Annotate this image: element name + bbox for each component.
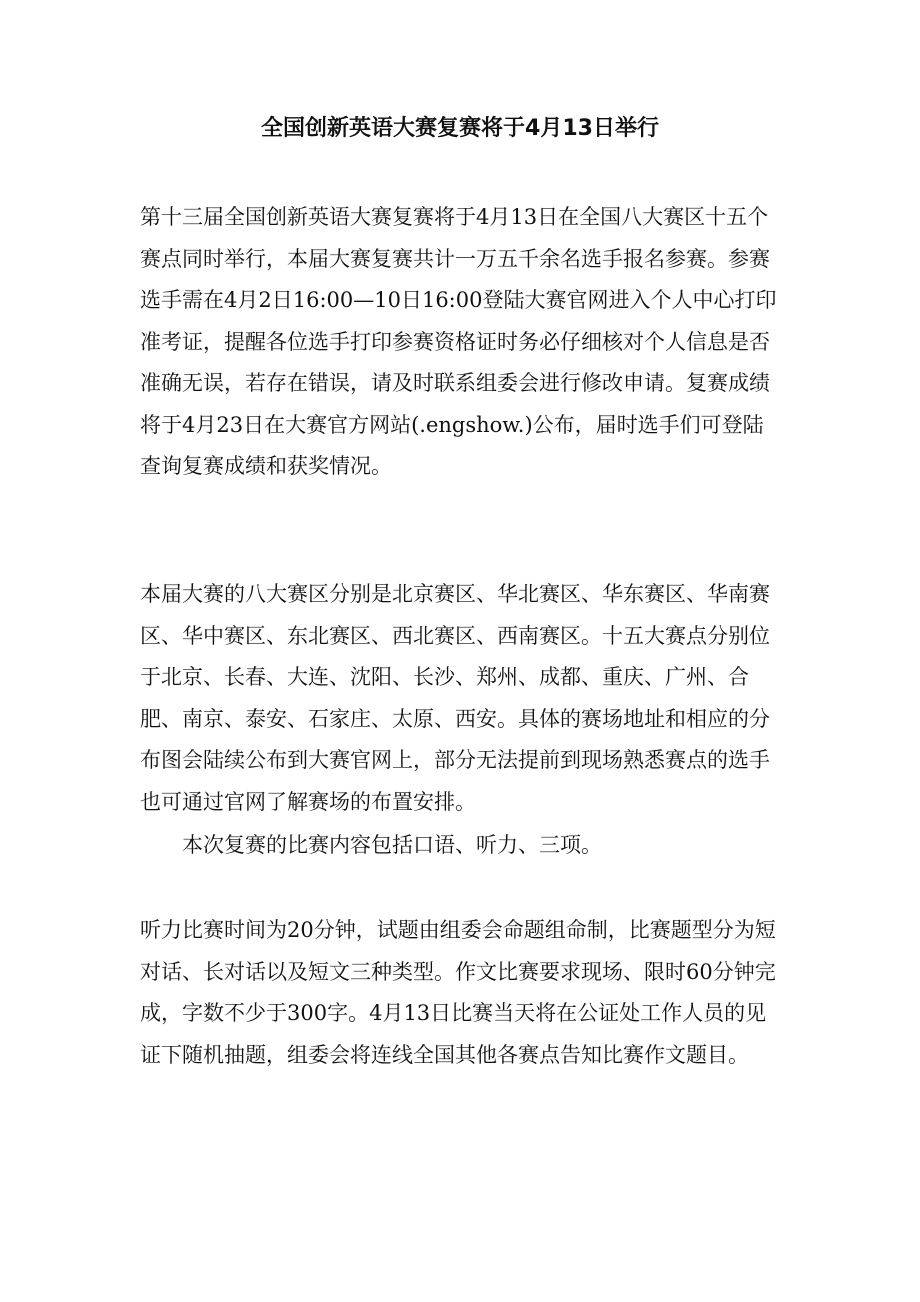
- paragraph-contents: 本次复赛的比赛内容包括口语、听力、三项。: [182, 833, 602, 857]
- paragraph-listening-writing: 听力比赛时间为20分钟，试题由组委会命题组命制，比赛题型分为短对话、长对话以及短文三种类型。作文比赛要求现场、限时60分钟完成，字数不少于300字。4月13日比赛当天将在公证处工作人员的见证下随机抽题，组委会将连线全国其他各赛点告知比赛作文题目。: [140, 918, 776, 1067]
- document-title: 全国创新英语大赛复赛将于4月13日举行: [261, 116, 659, 141]
- paragraph-regions: 本届大赛的八大赛区分别是北京赛区、华北赛区、华东赛区、华南赛区、华中赛区、东北赛区、西北赛区、西南赛区。十五大赛点分别位于北京、长春、大连、沈阳、长沙、郑州、成都、重庆、广州、合肥、南京、泰安、石家庄、太原、西安。具体的赛场地址和相应的分布图会陆续公布到大赛官网上，部分无法提前到现场熟悉赛点的选手也可通过官网了解赛场的布置安排。: [140, 582, 770, 814]
- paragraph-registration: 第十三届全国创新英语大赛复赛将于4月13日在全国八大赛区十五个赛点同时举行，本届大赛复赛共计一万五千余名选手报名参赛。参赛选手需在4月2日16:00—10日16:00登陆大赛官网进入个人中心打印准考证，提醒各位选手打印参赛资格证时务必仔细核对个人信息是否准确无误，若存在错误，请及时联系组委会进行修改申请。复赛成绩将于4月23日在大赛官方网站(.engshow.)公布，届时选手们可登陆查询复赛成绩和获奖情况。: [140, 205, 777, 478]
